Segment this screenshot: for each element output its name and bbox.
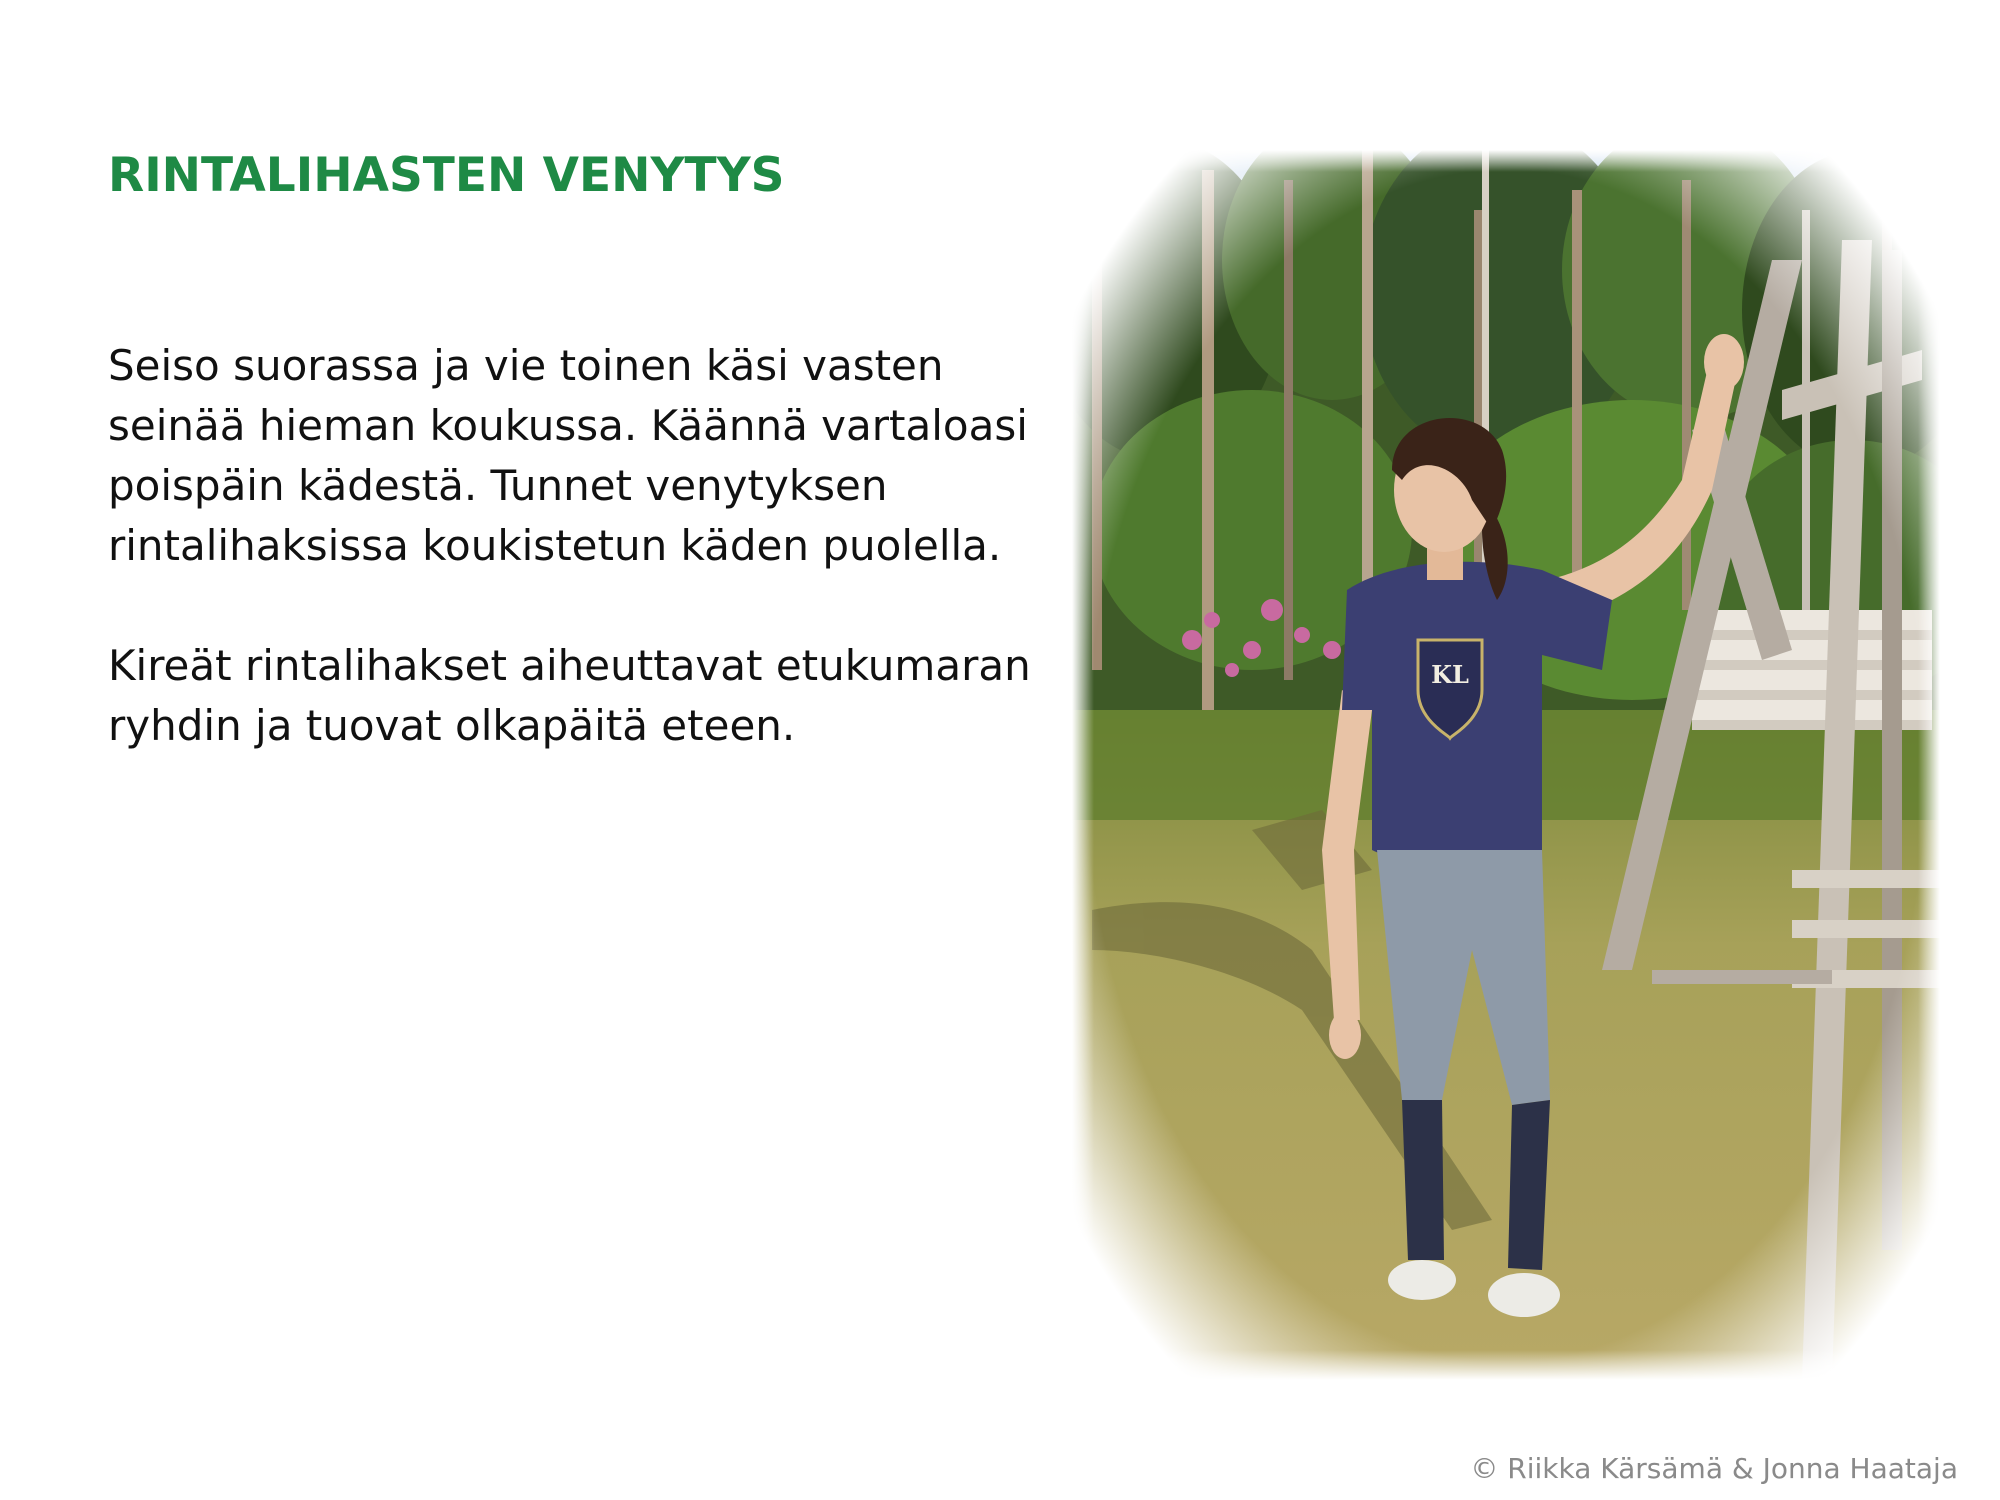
photo-vignette bbox=[1072, 150, 1940, 1380]
copyright-notice: © Riikka Kärsämä & Jonna Haataja bbox=[1470, 1452, 1958, 1485]
slide-body bbox=[108, 336, 1068, 816]
paragraph-instructions: Seiso suorassa ja vie toinen käsi vasten seinää hieman koukussa. Käännä vartaloasi poispäin kädestä. Tunnet venytyksen rintalihaksissa koukistetun käden puolella. bbox=[108, 341, 1028, 570]
exercise-photo bbox=[1072, 150, 1940, 1380]
exercise-photo-illustration bbox=[1072, 150, 1940, 1380]
paragraph-explanation: Kireät rintalihakset aiheuttavat etukumaran ryhdin ja tuovat olkapäitä eteen. bbox=[108, 641, 1031, 750]
slide-title: RINTALIHASTEN VENYTYS bbox=[108, 148, 785, 203]
